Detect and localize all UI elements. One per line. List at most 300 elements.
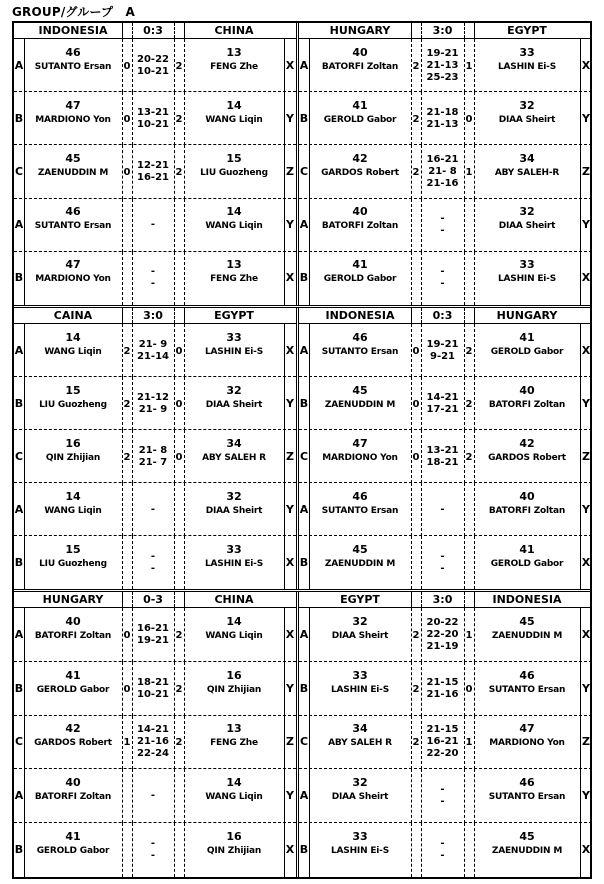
away-position-letter: Y [286,218,294,232]
game-score: - [440,503,445,515]
game-score: - [440,213,445,225]
home-player-name: MARDIONO Yon [322,452,398,463]
away-player-number: 34 [519,151,535,165]
game-score: 21-13 [426,118,459,130]
game-score: 19-21 [426,47,459,59]
match-row [299,92,592,145]
game-score: 16-21 [426,153,459,165]
game-score: 18-21 [426,456,459,468]
away-position-letter: Y [582,218,590,232]
home-position-letter: B [14,681,24,695]
away-team-name: EGYPT [214,309,254,322]
header-divider [184,23,185,38]
home-games-won: 2 [412,166,420,178]
away-player-name: LASHIN Ei-S [205,558,263,569]
away-games-won: 1 [465,60,473,72]
away-player-name: FENG Zhe [210,274,258,285]
away-player-name: WANG Liqin [205,792,263,803]
home-player-number: 42 [65,722,81,736]
match-row [14,252,296,305]
home-player-number: 33 [352,668,368,682]
away-player-name: FENG Zhe [210,738,258,749]
match-row [299,769,592,823]
home-position-letter: C [14,449,24,463]
game-score: 17-21 [426,403,459,415]
game-score: 21- 8 [428,165,457,177]
match-block [299,308,592,589]
match-header [299,592,592,608]
header-divider [184,592,185,607]
away-position-letter: Y [582,396,590,410]
home-position-letter: A [299,343,309,357]
home-player-number: 15 [65,383,81,397]
away-player-number: 40 [519,489,535,503]
home-player-name: LASHIN Ei-S [331,684,389,695]
away-games-won: 0 [465,113,473,125]
home-player-name: WANG Liqin [44,505,102,516]
home-player-number: 16 [65,436,81,450]
game-score: 13-21 [137,106,169,118]
home-player-number: 46 [65,45,81,59]
home-player-number: 47 [352,436,368,450]
game-score: 21-19 [426,640,459,652]
home-games-won: 0 [123,683,131,695]
home-position-letter: A [299,627,309,641]
home-games-won: 1 [123,737,131,749]
home-position-letter: A [14,789,24,803]
away-position-letter: X [285,343,295,357]
header-divider [411,308,412,323]
away-position-letter: Z [582,164,590,178]
away-player-name: GEROLD Gabor [490,558,564,569]
column-divider [411,199,412,252]
home-position-letter: B [14,555,24,569]
game-score: 21-12 [137,391,169,403]
away-player-number: 45 [519,830,535,844]
match-score: 3:0 [432,593,453,606]
game-score: 21-16 [426,177,459,189]
home-position-letter: A [299,789,309,803]
home-team-name: INDONESIA [325,309,395,322]
column-divider [174,769,175,823]
away-player-name: FENG Zhe [210,61,258,72]
home-player-number: 42 [352,151,368,165]
game-score: 21-16 [137,736,169,748]
home-player-number: 40 [352,45,368,59]
match-row [299,662,592,716]
away-position-letter: Y [582,789,590,803]
away-player-name: ABY SALEH R [202,452,266,463]
game-score: 21- 7 [138,456,168,468]
game-score: - [440,796,445,808]
home-player-name: ZAENUDDIN M [37,167,109,178]
home-player-name: MARDIONO Yon [35,274,111,285]
column-divider [122,199,123,252]
away-player-number: 14 [226,98,242,112]
game-score: 19-21 [137,634,169,646]
home-player-name: SUTANTO Ersan [34,61,112,72]
header-divider [132,23,133,38]
home-player-name: SUTANTO Ersan [321,346,399,357]
home-player-number: 14 [65,330,81,344]
column-divider [174,199,175,252]
game-score: 25-23 [426,71,459,83]
away-player-number: 15 [226,151,242,165]
home-player-name: GEROLD Gabor [323,274,397,285]
home-position-letter: B [299,681,309,695]
match-header [14,308,296,324]
home-player-number: 41 [65,830,81,844]
column-divider [411,536,412,589]
column-divider [122,252,123,305]
header-divider [464,592,465,607]
home-player-number: 46 [352,330,368,344]
game-score: - [440,850,445,862]
match-header [299,23,592,39]
column-divider [464,769,465,823]
home-games-won: 0 [412,451,420,463]
away-player-name: GEROLD Gabor [490,346,564,357]
home-games-won: 2 [412,737,420,749]
away-player-name: WANG Liqin [205,114,263,125]
home-player-name: ABY SALEH R [328,738,392,749]
match-row [14,716,296,770]
game-score: 21-15 [426,676,459,688]
away-games-won: 1 [465,629,473,641]
match-score: 3:0 [432,24,453,37]
away-position-letter: Y [582,681,590,695]
match-block [14,592,296,877]
home-position-letter: C [299,449,309,463]
header-divider [421,23,422,38]
match-row [299,608,592,662]
column-divider [411,483,412,536]
column-divider [174,483,175,536]
match-row [14,662,296,716]
away-player-number: 16 [226,830,242,844]
away-position-letter: X [285,58,295,72]
column-divider [122,536,123,589]
column-divider [464,199,465,252]
away-position-letter: X [581,343,591,357]
header-divider [411,23,412,38]
home-player-name: DIAA Sheirt [331,792,389,803]
home-player-number: 46 [65,205,81,219]
match-row [14,39,296,92]
home-player-number: 47 [65,98,81,112]
game-score: 21-15 [426,724,459,736]
away-player-number: 40 [519,383,535,397]
game-score: 18-21 [137,676,169,688]
away-player-name: MARDIONO Yon [489,738,565,749]
home-player-number: 33 [352,830,368,844]
game-score: 20-22 [426,616,459,628]
match-row [299,252,592,305]
away-player-number: 14 [226,205,242,219]
away-player-number: 14 [226,776,242,790]
home-position-letter: B [299,271,309,285]
header-divider [132,592,133,607]
home-position-letter: B [299,555,309,569]
game-score: - [150,278,156,290]
away-player-number: 41 [519,542,535,556]
away-games-won: 2 [175,166,183,178]
match-row [14,769,296,823]
away-games-won: 2 [175,113,183,125]
home-position-letter: A [14,627,24,641]
match-score: 3:0 [143,309,163,322]
home-position-letter: A [299,502,309,516]
game-score: 14-21 [137,724,169,736]
away-team-name: INDONESIA [492,593,562,606]
column-divider [411,252,412,305]
home-player-name: BATORFI Zoltan [34,630,112,641]
game-score: 22-24 [137,748,169,760]
away-player-name: QIN Zhijian [206,684,262,695]
home-games-won: 2 [123,398,131,410]
away-player-number: 13 [226,722,242,736]
away-position-letter: Y [286,396,294,410]
away-player-number: 32 [226,489,242,503]
away-player-number: 32 [226,383,242,397]
home-position-letter: A [14,343,24,357]
away-player-name: SUTANTO Ersan [488,684,566,695]
away-player-number: 32 [519,98,535,112]
match-block [14,308,296,589]
home-position-letter: C [299,164,309,178]
away-team-name: HUNGARY [496,309,558,322]
column-divider [122,823,123,877]
header-divider [174,23,175,38]
home-position-letter: B [299,111,309,125]
match-block [299,23,592,305]
away-player-number: 33 [519,258,535,272]
away-position-letter: X [285,843,295,857]
away-player-name: LASHIN Ei-S [498,61,556,72]
column-divider [464,483,465,536]
away-player-name: ZAENUDDIN M [491,630,563,641]
match-row [299,716,592,770]
away-position-letter: Z [286,449,294,463]
game-score: 20-22 [137,53,169,65]
away-team-name: EGYPT [507,24,547,37]
home-position-letter: C [14,164,24,178]
home-player-number: 40 [352,205,368,219]
header-divider [474,23,475,38]
away-games-won: 2 [175,737,183,749]
header-divider [464,308,465,323]
match-score: 0-3 [143,593,163,606]
away-games-won: 2 [465,398,473,410]
match-block [299,592,592,877]
match-header [14,592,296,608]
header-divider [411,592,412,607]
home-player-name: BATORFI Zoltan [321,221,399,232]
page-title: GROUP/グループ A [12,5,135,19]
away-player-name: ABY SALEH-R [494,167,560,178]
header-divider [184,308,185,323]
away-player-name: WANG Liqin [205,221,263,232]
home-games-won: 0 [123,113,131,125]
home-player-number: 32 [352,614,368,628]
away-games-won: 1 [465,737,473,749]
away-player-number: 33 [519,45,535,59]
match-row [299,199,592,252]
home-player-number: 41 [352,258,368,272]
home-games-won: 0 [123,166,131,178]
away-player-number: 16 [226,668,242,682]
away-position-letter: Z [582,449,590,463]
away-player-name: LIU Guozheng [200,167,268,178]
away-player-name: LASHIN Ei-S [205,346,263,357]
game-score: - [440,550,445,562]
header-divider [174,592,175,607]
home-player-name: WANG Liqin [44,346,102,357]
home-position-letter: A [14,58,24,72]
header-divider [122,592,123,607]
away-position-letter: X [285,271,295,285]
away-player-name: QIN Zhijian [206,846,262,857]
away-position-letter: X [581,627,591,641]
away-position-letter: Y [286,111,294,125]
game-score: 10-21 [137,688,169,700]
home-player-number: 32 [352,776,368,790]
game-score: - [150,838,156,850]
away-player-number: 47 [519,722,535,736]
away-games-won: 0 [175,398,183,410]
home-player-name: GARDOS Robert [34,738,112,749]
home-player-name: ZAENUDDIN M [324,558,396,569]
game-score: 22-20 [426,748,459,760]
game-score: - [440,838,445,850]
home-games-won: 0 [123,629,131,641]
header-divider [421,592,422,607]
match-score: 0:3 [432,309,453,322]
home-team-name: INDONESIA [38,24,108,37]
away-position-letter: Y [286,789,294,803]
home-player-number: 45 [65,151,81,165]
home-games-won: 2 [412,113,420,125]
home-player-number: 15 [65,542,81,556]
home-position-letter: A [14,502,24,516]
column-divider [174,536,175,589]
away-player-number: 32 [519,205,535,219]
header-divider [474,308,475,323]
away-player-name: DIAA Sheirt [498,221,556,232]
away-games-won: 2 [465,451,473,463]
home-player-name: LIU Guozheng [39,558,107,569]
away-position-letter: X [581,555,591,569]
game-score: - [440,225,445,237]
game-score: - [150,562,156,574]
game-score: 21-13 [426,59,459,71]
away-position-letter: Z [582,735,590,749]
away-position-letter: Y [582,502,590,516]
match-score: 0:3 [143,24,163,37]
results-sheet [12,21,592,879]
home-player-number: 47 [65,258,81,272]
away-games-won: 2 [175,683,183,695]
home-games-won: 2 [412,60,420,72]
home-games-won: 2 [123,345,131,357]
home-player-number: 34 [352,722,368,736]
home-team-name: HUNGARY [42,593,104,606]
match-row [14,377,296,430]
header-divider [421,308,422,323]
game-score: - [150,790,156,802]
game-score: - [440,278,445,290]
match-block [14,23,296,305]
match-row [14,536,296,589]
column-divider [174,252,175,305]
away-player-name: SUTANTO Ersan [488,792,566,803]
home-player-name: GEROLD Gabor [36,846,110,857]
home-player-name: BATORFI Zoltan [34,792,112,803]
game-score: 21-16 [426,688,459,700]
column-divider [464,823,465,877]
column-divider [411,769,412,823]
away-player-number: 41 [519,330,535,344]
away-player-number: 46 [519,668,535,682]
match-row [299,483,592,536]
column-divider [464,252,465,305]
away-team-name: CHINA [214,24,254,37]
home-games-won: 2 [412,629,420,641]
header-divider [174,308,175,323]
home-position-letter: B [299,396,309,410]
home-position-letter: B [14,111,24,125]
away-player-number: 45 [519,614,535,628]
home-games-won: 0 [123,60,131,72]
game-score: 21- 9 [138,338,168,350]
home-position-letter: B [14,396,24,410]
home-games-won: 2 [123,451,131,463]
away-player-name: DIAA Sheirt [205,505,263,516]
game-score: 14-21 [426,391,459,403]
header-divider [464,23,465,38]
away-player-number: 33 [226,330,242,344]
away-games-won: 0 [175,451,183,463]
game-score: 13-21 [426,444,459,456]
home-position-letter: A [14,218,24,232]
match-row [14,92,296,145]
home-player-name: QIN Zhijian [45,452,101,463]
column-divider [464,536,465,589]
home-games-won: 2 [412,683,420,695]
header-divider [122,23,123,38]
away-position-letter: X [285,627,295,641]
away-position-letter: X [285,555,295,569]
match-row [299,377,592,430]
column-divider [174,823,175,877]
header-divider [474,592,475,607]
home-player-number: 46 [352,489,368,503]
game-score: - [150,503,156,515]
game-score: - [440,266,445,278]
home-games-won: 0 [412,345,420,357]
away-player-name: GARDOS Robert [488,452,566,463]
away-player-name: BATORFI Zoltan [488,399,566,410]
away-player-name: DIAA Sheirt [205,399,263,410]
home-player-number: 41 [352,98,368,112]
away-player-number: 13 [226,45,242,59]
away-position-letter: Y [582,111,590,125]
home-position-letter: A [299,218,309,232]
match-row [14,199,296,252]
game-score: 21- 9 [138,403,168,415]
game-score: - [440,562,445,574]
match-row [14,324,296,377]
